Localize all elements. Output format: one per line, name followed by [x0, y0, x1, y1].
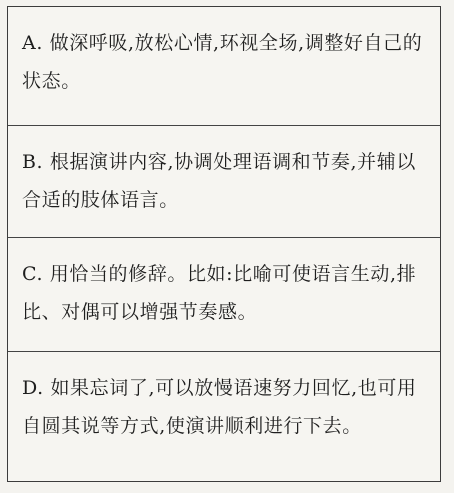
option-row-a [8, 7, 440, 126]
option-row-c [8, 238, 440, 352]
option-text-c: 用恰当的修辞。比如:比喻可使语言生动,排比、对偶可以增强节奏感。 [22, 263, 417, 323]
option-label-b: B. [22, 151, 44, 173]
option-label-d: D. [22, 377, 44, 399]
option-row-b [8, 126, 440, 238]
option-label-c: C. [22, 263, 44, 285]
option-row-d [8, 352, 440, 481]
option-text-a: 做深呼吸,放松心情,环视全场,调整好自己的状态。 [22, 32, 423, 92]
options-table [7, 6, 441, 482]
option-label-a: A. [22, 32, 43, 54]
option-text-d: 如果忘词了,可以放慢语速努力回忆,也可用自圆其说等方式,使演讲顺利进行下去。 [22, 377, 417, 437]
option-text-b: 根据演讲内容,协调处理语调和节奏,并辅以合适的肢体语言。 [22, 151, 416, 211]
